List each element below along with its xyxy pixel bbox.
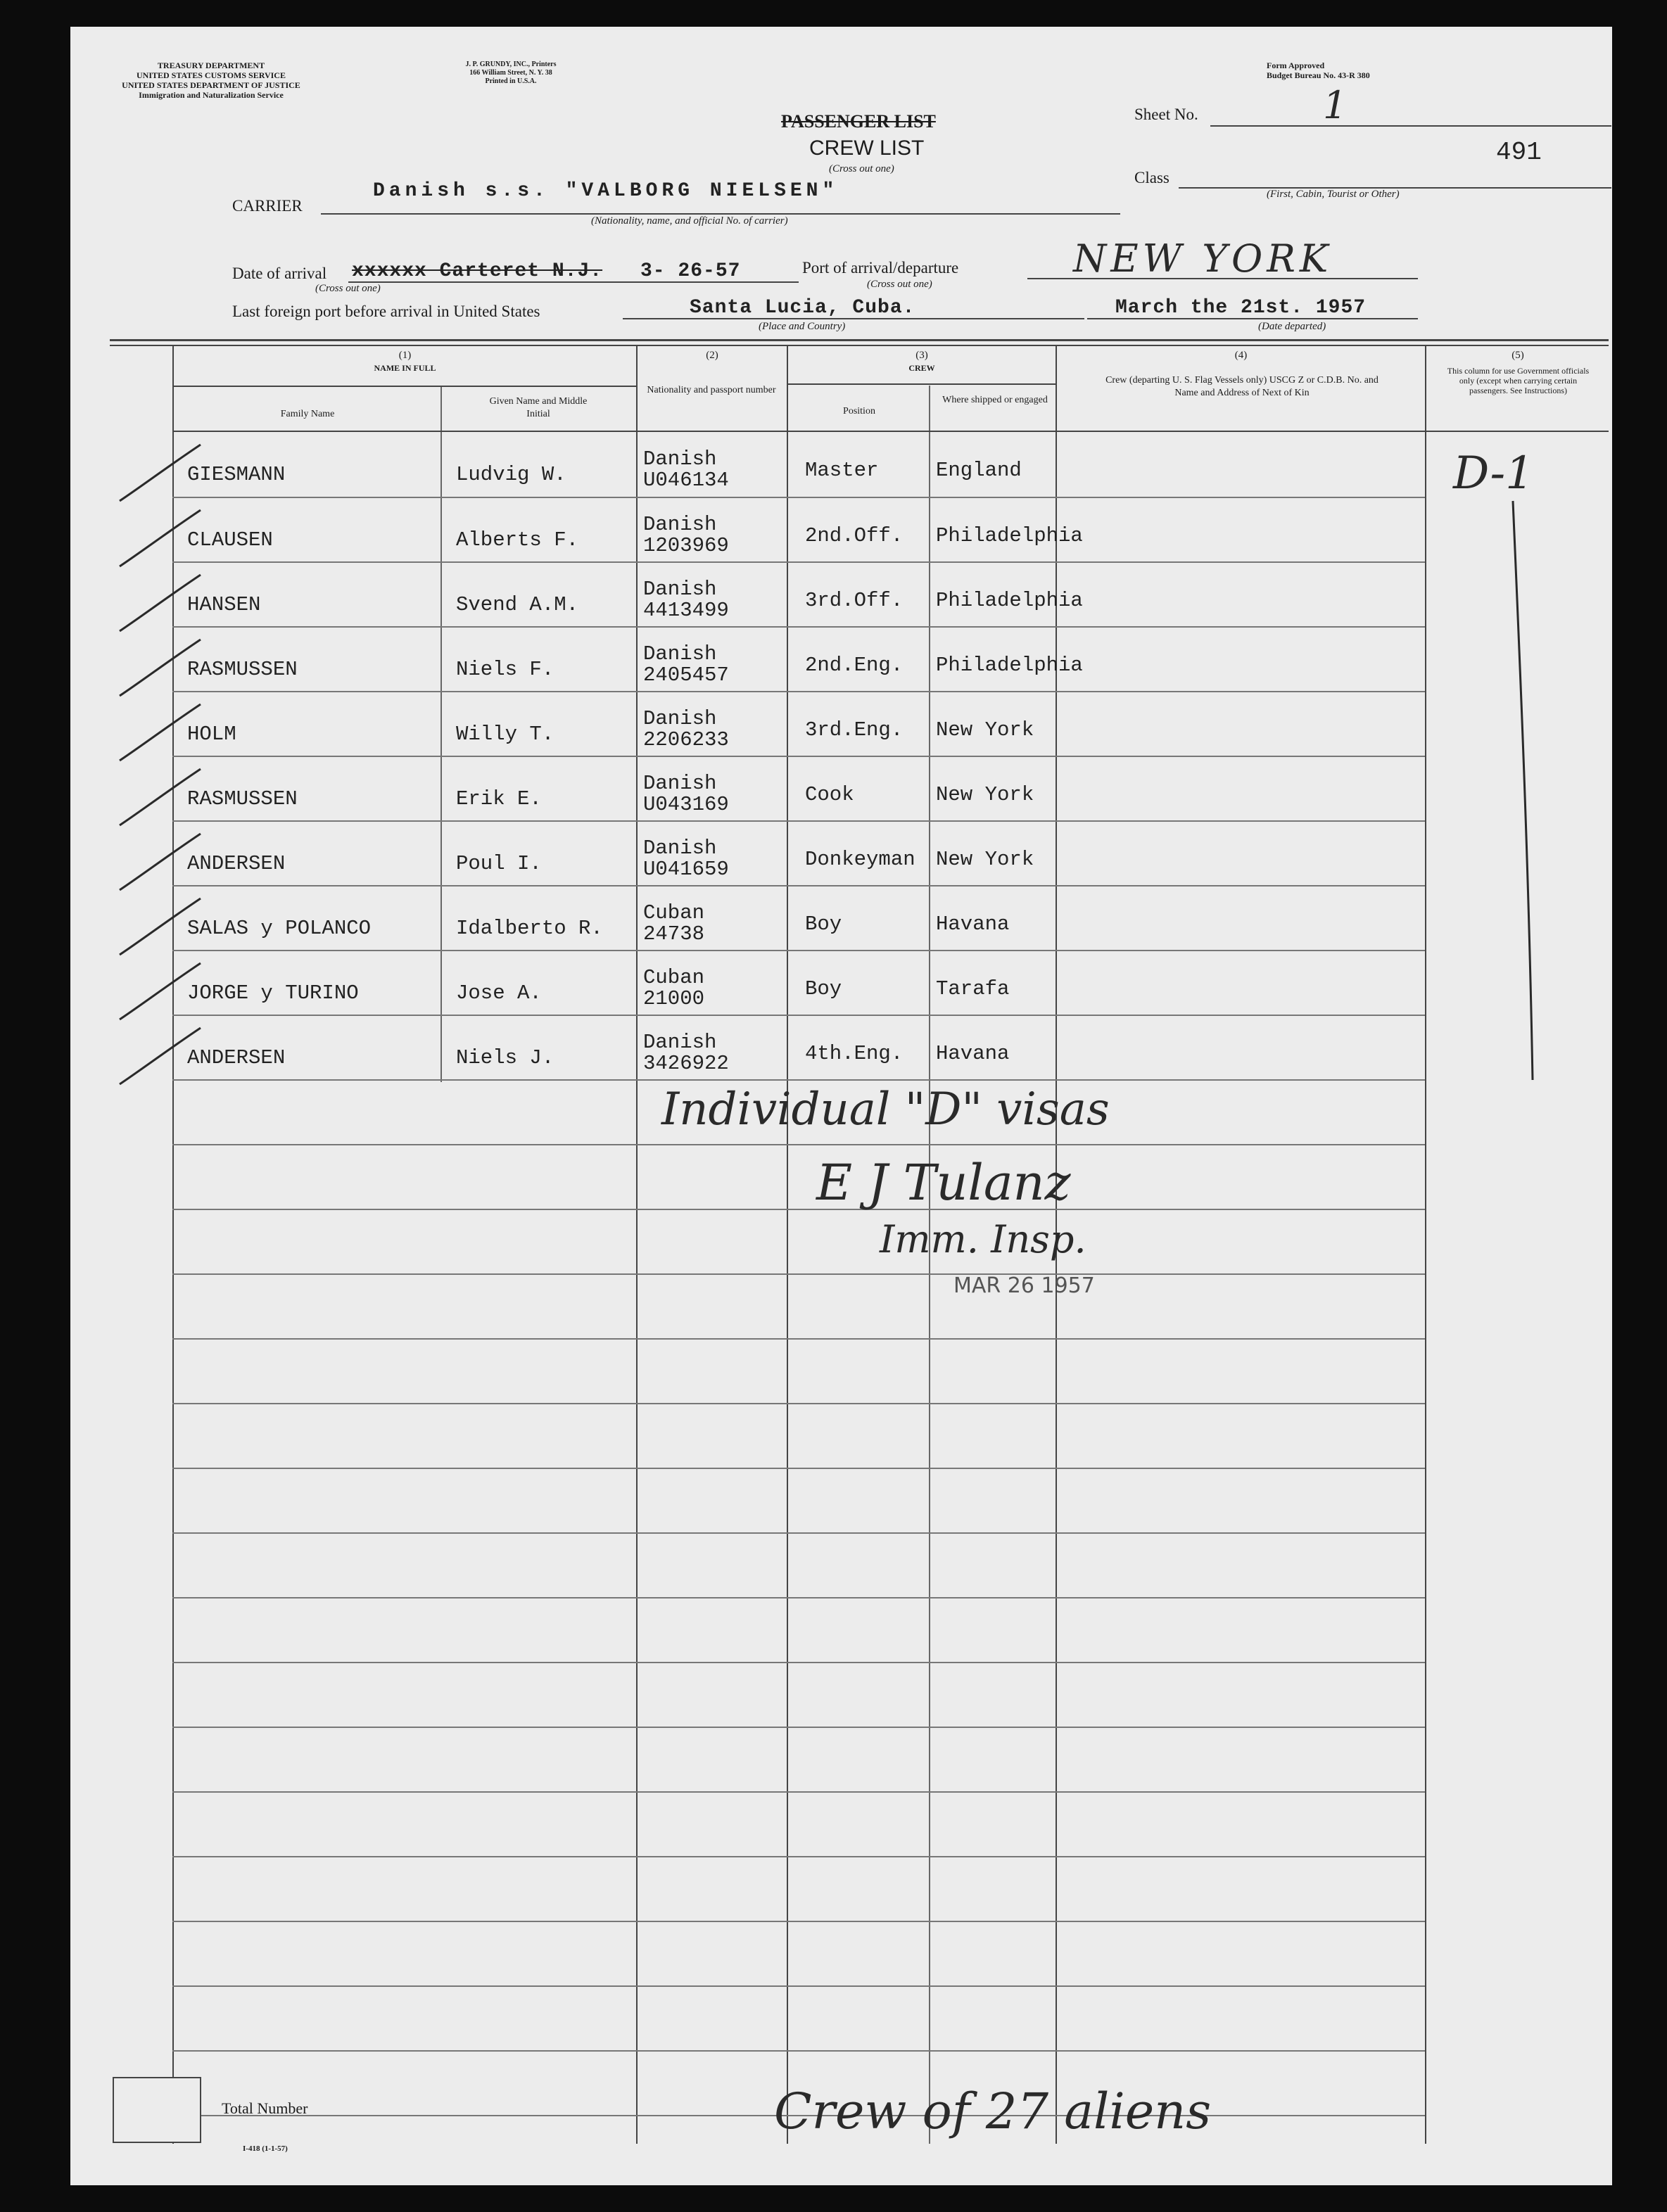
agency-justice: UNITED STATES DEPARTMENT OF JUSTICE [122, 80, 300, 90]
cell-nationality: Cuban [643, 901, 705, 924]
col1-family-header: Family Name [280, 409, 335, 419]
cell-position: Boy [805, 977, 842, 1000]
class-note: (First, Cabin, Tourist or Other) [1267, 189, 1400, 200]
col1-title: NAME IN FULL [374, 363, 436, 373]
cell-shipped: Philadelphia [936, 524, 1083, 547]
cell-nationality: Danish [643, 578, 717, 601]
inspector-signature: E J Tulanz [816, 1154, 1071, 1212]
foreign-port-value: Santa Lucia, Cuba. [690, 297, 915, 319]
carrier-label: CARRIER [232, 197, 303, 215]
form-approved-line-1: Form Approved [1267, 61, 1325, 70]
cell-position: Donkeyman [805, 848, 915, 871]
date-cross-note: (Cross out one) [315, 283, 381, 294]
cell-passport: 2206233 [643, 728, 729, 751]
total-number-box [113, 2077, 201, 2143]
visas-annotation: Individual "D" visas [661, 1083, 1110, 1136]
cell-nationality: Danish [643, 447, 717, 471]
row-checkmark [120, 898, 201, 955]
date-stamp: MAR 26 1957 [953, 1273, 1095, 1298]
cell-nationality: Danish [643, 837, 717, 860]
col5-number: (5) [1511, 350, 1524, 361]
cell-nationality: Danish [643, 642, 717, 666]
row-checkmark [120, 640, 201, 696]
cell-nationality: Danish [643, 513, 717, 536]
cell-family: HANSEN [187, 593, 261, 616]
cell-shipped: New York [936, 783, 1034, 806]
form-approved-line-2: Budget Bureau No. 43-R 380 [1267, 70, 1370, 80]
page-number: 491 [1496, 138, 1542, 167]
sheet-label: Sheet No. [1134, 106, 1198, 123]
passenger-list-title: PASSENGER LIST [781, 111, 936, 132]
row-checkmark [120, 963, 201, 1019]
printer-line-2: 166 William Street, N. Y. 38 [469, 69, 552, 77]
cell-family: ANDERSEN [187, 1046, 286, 1069]
cell-given: Niels J. [456, 1046, 554, 1069]
row-checkmark [120, 575, 201, 631]
cell-given: Erik E. [456, 787, 542, 811]
cell-given: Poul I. [456, 852, 542, 875]
agency-customs: UNITED STATES CUSTOMS SERVICE [137, 70, 286, 80]
cell-shipped: New York [936, 848, 1034, 871]
cell-nationality: Danish [643, 1031, 717, 1054]
cell-given: Idalberto R. [456, 917, 603, 940]
col2-number: (2) [706, 350, 718, 361]
cell-given: Niels F. [456, 658, 554, 681]
port-label: Port of arrival/departure [802, 259, 959, 276]
date-arrival-value: 3- 26-57 [640, 260, 741, 282]
row-checkmarks [120, 445, 201, 1084]
cell-shipped: Philadelphia [936, 654, 1083, 677]
col4-title: Crew (departing U. S. Flag Vessels only) USCG Z or C.D.B. No. and Name and Address of Next of Kin [1105, 375, 1378, 398]
foreign-port-label: Last foreign port before arrival in United States [232, 303, 540, 320]
col1-given-header: Given Name and Middle Initial [489, 396, 588, 419]
cell-nationality: Danish [643, 772, 717, 795]
cell-shipped: New York [936, 718, 1034, 742]
cell-passport: U043169 [643, 793, 729, 816]
cell-family: ANDERSEN [187, 852, 286, 875]
cell-position: Cook [805, 783, 854, 806]
row-checkmark [120, 834, 201, 890]
cell-family: RASMUSSEN [187, 658, 298, 681]
foreign-port-note: (Place and Country) [759, 321, 846, 332]
cell-passport: 21000 [643, 987, 705, 1010]
cell-shipped: Tarafa [936, 977, 1010, 1000]
cell-given: Alberts F. [456, 528, 579, 552]
port-value: NEW YORK [1073, 236, 1333, 281]
cell-nationality: Danish [643, 707, 717, 730]
cell-family: GIESMANN [187, 463, 286, 486]
cell-shipped: England [936, 459, 1022, 482]
date-arrival-struck: xxxxxx Carteret N.J. [352, 260, 603, 282]
cell-family: RASMUSSEN [187, 787, 298, 811]
cell-nationality: Cuban [643, 966, 705, 989]
column5-bracket-line [1513, 501, 1533, 1080]
cell-position: Master [805, 459, 879, 482]
agency-ins: Immigration and Naturalization Service [139, 90, 284, 100]
printer-line-1: J. P. GRUNDY, INC., Printers [465, 61, 557, 68]
crew-total-annotation: Crew of 27 aliens [774, 2083, 1212, 2140]
row-checkmark [120, 704, 201, 761]
row-checkmark [120, 1028, 201, 1084]
cell-family: JORGE y TURINO [187, 981, 359, 1005]
col3-number: (3) [915, 350, 928, 361]
column5-mark: D-1 [1453, 447, 1534, 500]
cell-given: Ludvig W. [456, 463, 566, 486]
cell-shipped: Havana [936, 1042, 1010, 1065]
col3-shipped-header: Where shipped or engaged [942, 395, 1048, 405]
inspector-title: Imm. Insp. [880, 1217, 1086, 1261]
cell-given: Willy T. [456, 723, 554, 746]
cell-position: 2nd.Off. [805, 524, 904, 547]
date-arrival-label: Date of arrival [232, 265, 327, 282]
port-cross-note: (Cross out one) [867, 279, 932, 290]
cell-position: 4th.Eng. [805, 1042, 904, 1065]
form-code: I-418 (1-1-57) [243, 2144, 288, 2153]
title-cross-note: (Cross out one) [829, 163, 894, 174]
cell-family: CLAUSEN [187, 528, 273, 552]
cell-position: 3rd.Off. [805, 589, 904, 612]
cell-family: HOLM [187, 723, 236, 746]
total-number-label: Total Number [222, 2099, 308, 2117]
cell-shipped: Havana [936, 913, 1010, 936]
row-checkmark [120, 510, 201, 566]
cell-passport: 2405457 [643, 663, 729, 687]
cell-given: Jose A. [456, 981, 542, 1005]
cell-passport: 3426922 [643, 1052, 729, 1075]
col2-title: Nationality and passport number [647, 385, 776, 395]
cell-family: SALAS y POLANCO [187, 917, 372, 940]
col1-number: (1) [398, 350, 412, 361]
col4-number: (4) [1234, 350, 1248, 361]
crew-list-title: CREW LIST [809, 136, 925, 160]
cell-passport: 1203969 [643, 534, 729, 557]
col5-title: This column for use Government officials only (except when carrying certain passengers. See Instructions) [1447, 366, 1590, 395]
row-checkmark [120, 445, 201, 501]
row-checkmark [120, 769, 201, 825]
cell-position: Boy [805, 913, 842, 936]
class-label: Class [1134, 169, 1170, 186]
cell-passport: 24738 [643, 922, 705, 946]
cell-passport: U046134 [643, 469, 729, 492]
agency-treasury: TREASURY DEPARTMENT [157, 61, 265, 70]
cell-shipped: Philadelphia [936, 589, 1083, 612]
cell-position: 2nd.Eng. [805, 654, 904, 677]
foreign-date-note: (Date departed) [1258, 321, 1326, 332]
sheet-value: 1 [1323, 83, 1348, 127]
carrier-note: (Nationality, name, and official No. of carrier) [591, 215, 788, 227]
col3-title: CREW [908, 363, 935, 373]
carrier-value: Danish s.s. "VALBORG NIELSEN" [373, 180, 839, 202]
cell-passport: 4413499 [643, 599, 729, 622]
cell-position: 3rd.Eng. [805, 718, 904, 742]
foreign-date-value: March the 21st. 1957 [1115, 297, 1367, 319]
cell-passport: U041659 [643, 858, 729, 881]
printer-line-3: Printed in U.S.A. [485, 77, 537, 85]
col3-position-header: Position [843, 406, 875, 417]
cell-given: Svend A.M. [456, 593, 579, 616]
